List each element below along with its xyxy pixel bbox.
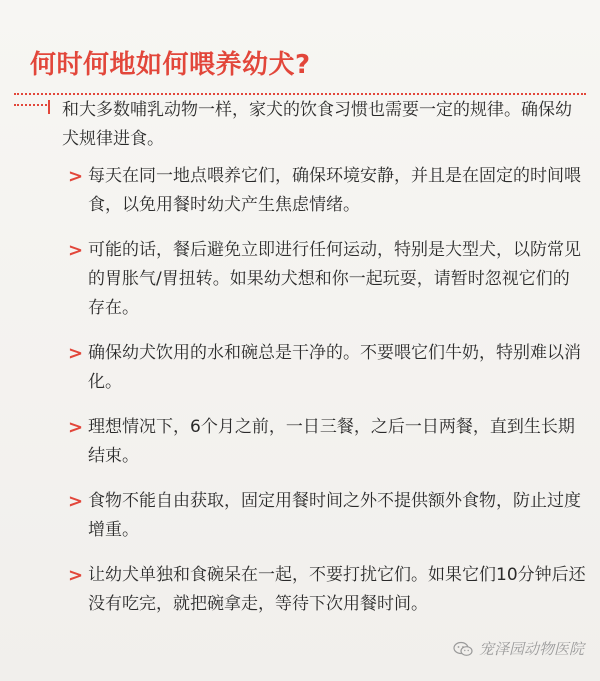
- chevron-right-icon: >: [68, 417, 84, 438]
- chevron-right-icon: >: [68, 343, 84, 364]
- list-item: [66, 162, 586, 220]
- list-item-text: 让幼犬单独和食碗呆在一起，不要打扰它们。如果它们10分钟后还没有吃完，就把碗拿走，等待下次用餐时间。: [88, 565, 586, 614]
- list-item: [66, 413, 586, 471]
- chevron-right-icon: >: [68, 166, 84, 187]
- intro-dotted-tick: [14, 104, 50, 106]
- list-item: [66, 236, 586, 323]
- chevron-right-icon: >: [68, 240, 84, 261]
- list-item-text: 确保幼犬饮用的水和碗总是干净的。不要喂它们牛奶，特别难以消化。: [88, 343, 581, 392]
- chevron-right-icon: >: [68, 491, 84, 512]
- list-item-text: 理想情况下，6个月之前，一日三餐，之后一日两餐，直到生长期结束。: [88, 417, 575, 466]
- list-item-text: 每天在同一地点喂养它们，确保环境安静，并且是在固定的时间喂食，以免用餐时幼犬产生焦虑情绪。: [88, 166, 581, 215]
- watermark-text: 宠泽园动物医院: [478, 640, 584, 658]
- list-item: [66, 339, 586, 397]
- page-title: 何时何地如何喂养幼犬?: [30, 50, 311, 80]
- feeding-tips-list: [66, 162, 586, 635]
- intro-paragraph: 和大多数哺乳动物一样，家犬的饮食习惯也需要一定的规律。确保幼犬规律进食。: [62, 100, 572, 149]
- intro-accent-bar: [48, 100, 50, 114]
- list-item: [66, 487, 586, 545]
- list-item-text: 可能的话，餐后避免立即进行任何运动，特别是大型犬，以防常见的胃胀气/胃扭转。如果幼犬想和你一起玩耍，请暂时忽视它们的存在。: [88, 240, 581, 318]
- list-item: [66, 561, 586, 619]
- title-dotted-divider: [14, 93, 586, 95]
- wechat-icon: [453, 641, 473, 657]
- watermark: [453, 638, 584, 659]
- chevron-right-icon: >: [68, 565, 84, 586]
- list-item-text: 食物不能自由获取，固定用餐时间之外不提供额外食物，防止过度增重。: [88, 491, 581, 540]
